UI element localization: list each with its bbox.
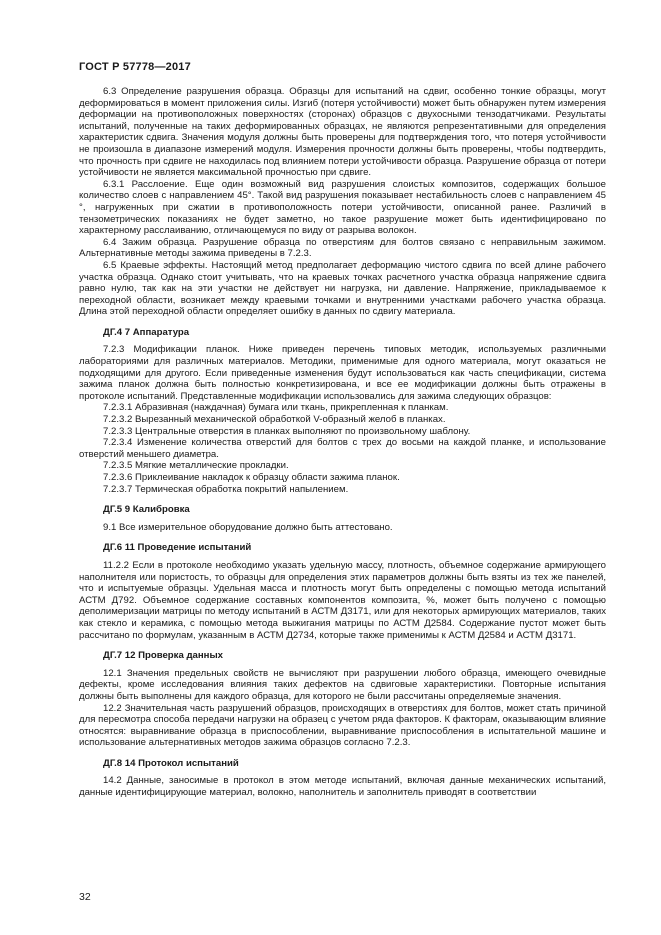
paragraph-12-2: 12.2 Значительная часть разрушений образцов, происходящих в отверстиях для болтов, может стать причиной для пересмотра способа передачи нагрузки на образец с учетом ряда факторов. К факторам, оказывающим влияние относятся: выравнивание образца в приспособлении, выравнивание приспособления в испытательной машине и использование альтернативных методов зажима образцов согласно 7.2.3. (79, 702, 606, 749)
section-heading-dg8: ДГ.8 14 Протокол испытаний (103, 757, 239, 769)
list-item-7-2-3-1: 7.2.3.1 Абразивная (наждачная) бумага или ткань, прикрепленная к планкам. (103, 402, 449, 414)
paragraph-7-2-3: 7.2.3 Модификации планок. Ниже приведен перечень типовых методик, используемых различными лабораториями для различных материалов. Методики, применимые для одного материала, могут оказаться не подходящими для другого. Если приведенные изменения будут использоваться как часть спецификации, система зажима планок должна быть полностью конкретизирована, и все ее модификации должны быть отражены в протоколе испытаний. Представленные модификации использовались для зажима следующих образцов: (79, 344, 606, 402)
list-item-7-2-3-4: 7.2.3.4 Изменение количества отверстий для болтов с трех до восьми на каждой планке, и использование отверстий меньшего диаметра. (79, 437, 606, 460)
document-body (79, 86, 606, 799)
list-item-7-2-3-5: 7.2.3.5 Мягкие металлические прокладки. (103, 460, 289, 472)
paragraph-11-2-2: 11.2.2 Если в протоколе необходимо указать удельную массу, плотность, объемное содержание армирующего наполнителя или пористость, то образцы для определения этих параметров должны быть взяты из тех же панелей, что и испытуемые образцы. Удельная масса и плотность могут быть определены с помощью метода испытаний АСТМ Д792. Объемное содержание составных компонентов композита, %, может быть получено с помощью деполимеризации матрицы по методу испытаний в АСТМ Д3171, или для некоторых армирующих материалов, таких как стекло и керамика, с помощью метода выжигания матрицы по АСТМ Д2584. Содержание пустот может быть рассчитано по формулам, указанным в АСТМ Д2734, которые также применимы к АСТМ Д2584 и АСТМ Д3171. (79, 559, 606, 641)
document-header: ГОСТ Р 57778—2017 (79, 61, 191, 73)
list-item-7-2-3-7: 7.2.3.7 Термическая обработка покрытий напылением. (103, 483, 349, 495)
section-heading-dg6: ДГ.6 11 Проведение испытаний (103, 542, 252, 554)
paragraph-6-3: 6.3 Определение разрушения образца. Образцы для испытаний на сдвиг, особенно тонкие образцы, могут деформироваться в момент приложения силы. Изгиб (потеря устойчивости) может быть обнаружен путем измерения деформации на противоположных поверхностях (сторонах) образцов с двухосными тензодатчиками. Результаты испытаний, полученные на таких деформированных образцах, не являются репрезентативными для определения характеристик сдвига. Значения модуля должны быть проверены для подтверждения того, что потеря устойчивости не произошла в диапазоне измерений модуля. Измерения прочности должны быть проверены, чтобы подтвердить, что прочность при сдвиге не находилась под влиянием потери устойчивости образца. Разрушение образца от потери устойчивости не является максимальной прочностью при сдвиге. (79, 86, 606, 179)
list-item-7-2-3-3: 7.2.3.3 Центральные отверстия в планках выполняют по произвольному шаблону. (103, 425, 471, 437)
page-number: 32 (79, 891, 91, 903)
section-heading-dg5: ДГ.5 9 Калибровка (103, 504, 190, 516)
list-item-7-2-3-2: 7.2.3.2 Вырезанный механической обработкой V-образный желоб в планках. (103, 414, 446, 426)
paragraph-6-3-1: 6.3.1 Расслоение. Еще один возможный вид разрушения слоистых композитов, содержащих большое количество слоев с направлением 45°. Такой вид разрушения показывает нестабильность слоев с направлением 45 °, нагруженных при сжатии в противоположность потери устойчивости, описанной ранее. Различий в тензометрических показаниях не будет заметно, но такое разрушение может быть идентифицировано по характерному расслаиванию, отличающемуся по виду от разрыва волокон. (79, 178, 606, 237)
section-heading-dg4: ДГ.4 7 Аппаратура (103, 326, 190, 338)
paragraph-6-5: 6.5 Краевые эффекты. Настоящий метод предполагает деформацию чистого сдвига по всей длине рабочего участка образца. Однако стоит учитывать, что на краевых точках расчетного участка образца напряжение сдвига равно нулю, так как на эти участки не действует ни нагрузка, ни давление. Напряжение, прикладываемое к переходной области, возникает между краевыми точками и внутренними участками рабочего участка образца. Длина этой переходной области определяет ошибку в данных по сдвигу материала. (79, 259, 606, 318)
paragraph-14-2: 14.2 Данные, заносимые в протокол в этом методе испытаний, включая данные механических испытаний, данные идентифицирующие материал, волокно, наполнитель и заполнитель приводят в соответствии (79, 775, 606, 799)
list-item-7-2-3-6: 7.2.3.6 Приклеивание накладок к образцу области зажима планок. (103, 472, 400, 483)
paragraph-9-1: 9.1 Все измерительное оборудование должно быть аттестовано. (103, 521, 393, 533)
section-heading-dg7: ДГ.7 12 Проверка данных (103, 650, 224, 662)
paragraph-6-4: 6.4 Зажим образца. Разрушение образца по отверстиям для болтов связано с неправильным зажимом. Альтернативные методы зажима приведены в 7.2.3. (79, 236, 606, 260)
paragraph-12-1: 12.1 Значения предельных свойств не вычисляют при разрушении любого образца, имеющего очевидные дефекты, кроме исследования влияния таких дефектов на сдвиговые характеристики. Повторные испытания должны быть выполнены для каждого образца, для которого не были рассчитаны определяемые значения. (79, 667, 606, 702)
